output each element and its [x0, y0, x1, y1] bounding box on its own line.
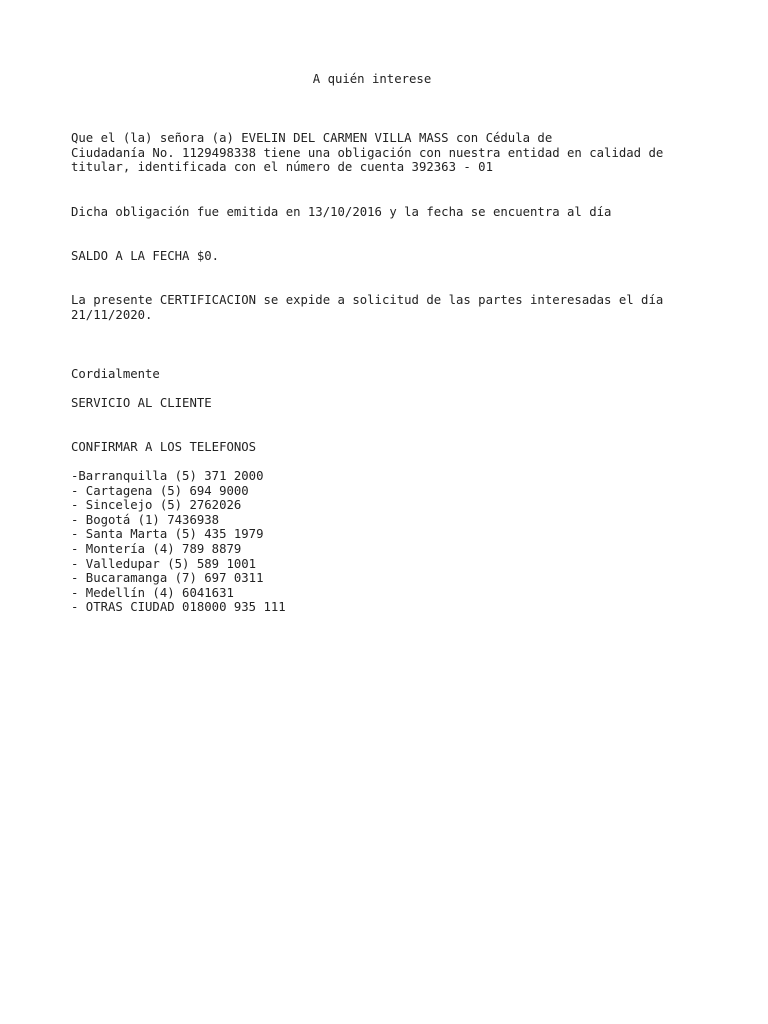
phone-list-item: - Valledupar (5) 589 1001	[71, 556, 257, 571]
closing-line: Cordialmente	[71, 367, 160, 381]
confirm-line: CONFIRMAR A LOS TELEFONOS	[71, 440, 257, 454]
phone-list-item: - Bucaramanga (7) 697 0311	[71, 571, 264, 586]
intro-line: titular, identificada con el número de cuenta 392363 - 01	[71, 160, 493, 175]
phone-list	[71, 469, 691, 615]
confirm-heading	[71, 440, 691, 455]
phone-list-item: - Sincelejo (5) 2762026	[71, 498, 242, 513]
document-title: A quién interese	[312, 72, 432, 86]
phone-list-item: - Medellín (4) 6041631	[71, 585, 234, 600]
phone-list-item: - OTRAS CIUDAD 018000 935 111	[71, 600, 286, 615]
closing-salutation	[71, 367, 691, 382]
emission-paragraph	[71, 205, 691, 220]
phone-list-item: -Barranquilla (5) 371 2000	[71, 469, 264, 483]
intro-line: Ciudadanía No. 1129498338 tiene una obligación con nuestra entidad en calidad de	[71, 145, 664, 160]
issuance-line: La presente CERTIFICACION se expide a solicitud de las partes interesadas el día	[71, 293, 664, 307]
phone-list-item: - Bogotá (1) 7436938	[71, 512, 220, 527]
phone-list-item: - Cartagena (5) 694 9000	[71, 483, 249, 498]
balance-paragraph	[71, 249, 691, 264]
phone-list-item: - Santa Marta (5) 435 1979	[71, 527, 264, 542]
issuance-line: 21/11/2020.	[71, 307, 153, 322]
signature-department	[71, 396, 691, 411]
emission-line: Dicha obligación fue emitida en 13/10/2016 y la fecha se encuentra al día	[71, 205, 612, 219]
phone-list-item: - Montería (4) 789 8879	[71, 541, 242, 556]
balance-line: SALDO A LA FECHA $0.	[71, 249, 220, 263]
intro-paragraph	[71, 131, 691, 175]
issuance-paragraph	[71, 293, 691, 322]
department-line: SERVICIO AL CLIENTE	[71, 396, 212, 410]
intro-line: Que el (la) señora (a) EVELIN DEL CARMEN VILLA MASS con Cédula de	[71, 131, 553, 145]
